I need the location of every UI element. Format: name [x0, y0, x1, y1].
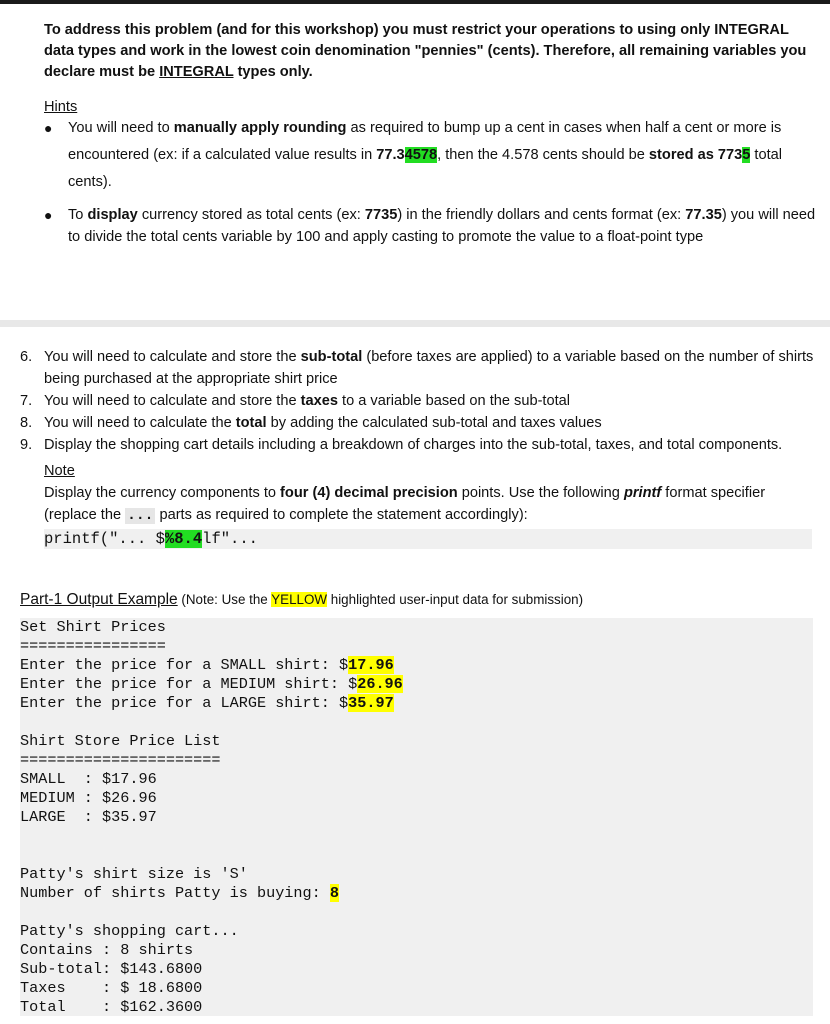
output-line: Set Shirt Prices [20, 618, 166, 636]
bullet-icon: ● [44, 207, 53, 223]
output-line: Patty's shopping cart... [20, 922, 239, 940]
section-divider [0, 320, 830, 327]
intro-text: To address this problem (and for this workshop) you must restrict your operations to using only INTEGRAL data types and work in the lowest coin denomination "pennies" (cents). Therefore, all remaining variables you declare must be [44, 22, 807, 80]
output-line: Shirt Store Price List [20, 732, 221, 750]
intro-end: types only. [233, 64, 313, 80]
output-line: Number of shirts Patty is buying: 8 [20, 884, 340, 902]
part1-heading: Part-1 Output Example (Note: Use the YELLOW highlighted user-input data for submission) [20, 591, 584, 608]
highlight-yellow: YELLOW [271, 592, 328, 607]
intro-paragraph [44, 20, 819, 83]
hint-item-display: ● To display currency stored as total cents (ex: 7735) in the friendly dollars and cents format (ex: 77.35) you will need to divide the total cents variable by 100 and apply casting to promote the value to a float-point type [44, 204, 819, 248]
steps-section [20, 346, 820, 549]
output-line: Total : $162.3600 [20, 998, 203, 1016]
part1-title: Part-1 Output Example [20, 591, 178, 608]
top-border [0, 0, 830, 4]
note-text: Display the currency components to four (4) decimal precision points. Use the following printf format specifier (replace the ... parts as required to complete the statement accordingly): [44, 485, 766, 524]
step-item: 9. Display the shopping cart details including a breakdown of charges into the sub-total, taxes, and total components. [20, 437, 783, 453]
console-output [20, 618, 813, 1016]
hints-list [44, 115, 819, 248]
intro-underlined: INTEGRAL [159, 64, 234, 80]
hints-title: Hints [44, 99, 78, 115]
output-line: Enter the price for a LARGE shirt: $35.97 [20, 694, 394, 712]
output-line: LARGE : $35.97 [20, 808, 157, 826]
output-line: Enter the price for a MEDIUM shirt: $26.96 [20, 675, 403, 693]
user-input: 35.97 [348, 694, 394, 712]
output-line: ====================== [20, 751, 221, 769]
output-line: Taxes : $ 18.6800 [20, 979, 203, 997]
output-line: MEDIUM : $26.96 [20, 789, 157, 807]
step-item: 6. You will need to calculate and store the sub-total (before taxes are applied) to a variable based on the number of shirts being purchased at the appropriate shirt price [20, 349, 814, 387]
highlight-green: %8.4 [164, 530, 203, 548]
user-input: 26.96 [357, 675, 403, 693]
note-block [44, 460, 820, 549]
printf-code-line: printf("... $%8.4lf"... [44, 529, 812, 549]
bullet-icon: ● [44, 120, 53, 136]
step-item: 8. You will need to calculate the total by adding the calculated sub-total and taxes values [20, 415, 602, 431]
hint-item-rounding: ● You will need to manually apply rounding as required to bump up a cent in cases when half a cent or more is encountered (ex: if a calculated value results in 77.34578, then the 4.578 cents should be stored as 7735 total cents). [44, 115, 819, 196]
output-line: Enter the price for a SMALL shirt: $17.96 [20, 656, 394, 674]
user-input: 17.96 [348, 656, 394, 674]
step-item: 7. You will need to calculate and store the taxes to a variable based on the sub-total [20, 393, 571, 409]
steps-list [20, 346, 820, 456]
output-line: ================ [20, 637, 166, 655]
output-line: Patty's shirt size is 'S' [20, 865, 248, 883]
note-title: Note [44, 463, 75, 479]
output-line: SMALL : $17.96 [20, 770, 157, 788]
inline-code: ... [127, 508, 154, 524]
instructions-section [44, 20, 819, 248]
output-line: Sub-total: $143.6800 [20, 960, 203, 978]
highlight-green: 4578 [404, 147, 438, 163]
output-line: Contains : 8 shirts [20, 941, 194, 959]
highlight-green: 5 [742, 147, 751, 163]
user-input: 8 [329, 884, 340, 902]
